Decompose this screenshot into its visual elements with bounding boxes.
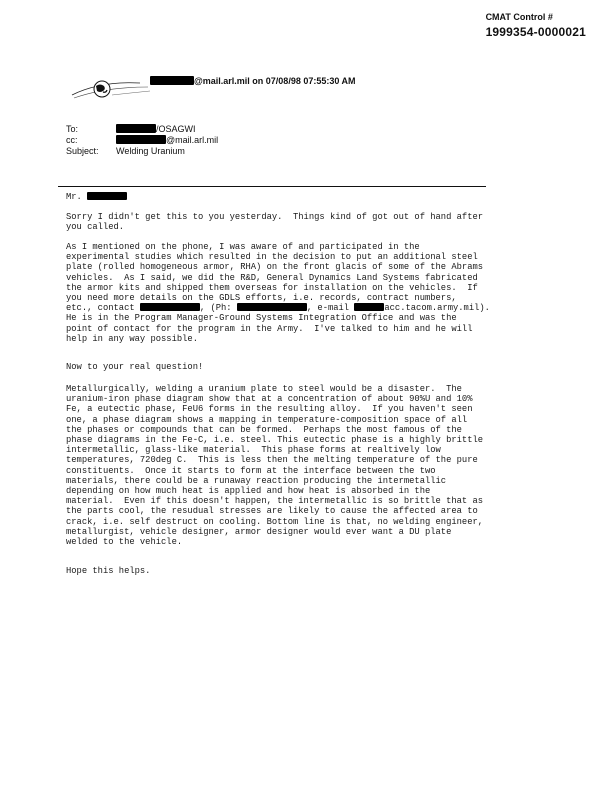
text-fragment: , e-mail	[306, 303, 355, 314]
redaction-bar	[150, 76, 194, 85]
redaction-bar	[87, 192, 127, 200]
text-line: temperatures, 720deg C. This is less then the melting temperature of the pure	[66, 455, 478, 466]
text-line: vehicles. As I said, we did the R&D, General Dynamics Land Systems fabricated	[66, 272, 478, 283]
text-line: materials, there could be a runaway reaction producing the intermetallic	[66, 475, 447, 486]
text-line: the parts cool, the resudual stresses are likely to cause the affected area to	[66, 506, 478, 517]
text-line: Hope this helps.	[66, 566, 151, 576]
text-line: Fe, a eutectic phase, FeU6 forms in the resulting alloy. If you haven't seen	[66, 404, 473, 415]
text-line: experimental studies which resulted in the decision to put an additional steel	[66, 252, 478, 263]
control-number-block	[486, 12, 586, 39]
text-line: welded to the vehicle.	[66, 537, 183, 548]
greeting-text: Mr.	[66, 192, 82, 202]
text-line: the phases or compounds that can be formed. Perhaps the most famous of the	[66, 424, 462, 435]
control-number: 1999354-0000021	[485, 25, 586, 39]
paragraph-1	[66, 212, 483, 232]
text-line: metallurgist, vehicle designer, armor designer would ever want a DU plate	[66, 526, 452, 537]
text-line: crack, i.e. self destruct on cooling. Bottom line is that, no welding engineer,	[66, 516, 484, 527]
text-line: As I mentioned on the phone, I was aware of and participated in the	[66, 242, 420, 252]
text-line: Sorry I didn't get this to you yesterday. Things kind of got out of hand after	[66, 212, 484, 222]
text-line: Now to your real question!	[66, 362, 204, 372]
text-line: you need more details on the GDLS efforts, i.e. records, contract numbers,	[66, 293, 457, 304]
text-line: uranium-iron phase diagram show that at a concentration of about 90%U and 10%	[66, 394, 473, 405]
redaction-bar	[237, 303, 307, 311]
text-line: material. Even if this doesn't happen, the intermetallic is so brittle that as	[66, 496, 484, 507]
subject-row	[66, 146, 185, 156]
text-line: constituents. Once it starts to form at the interface between the two	[66, 465, 436, 476]
control-label: CMAT Control #	[485, 12, 553, 22]
text-fragment: etc., contact	[66, 303, 140, 314]
text-line: point of contact for the program in the Army. I've talked to him and he will	[66, 323, 473, 334]
text-line-with-redactions	[66, 303, 490, 313]
sender-line	[150, 76, 356, 86]
text-line: one, a phase diagram shows a mapping in temperature-composition space of all	[66, 414, 468, 425]
text-line: intermetallic, glass-like material. This phase forms at realtively low	[66, 445, 441, 456]
paragraph-2	[66, 242, 490, 344]
text-line: He is in the Program Manager-Ground Systems Integration Office and was the	[66, 313, 457, 324]
cc-label: cc:	[66, 135, 78, 145]
text-line: the armor kits and shipped them overseas for installation on the vehicles. If	[66, 282, 478, 293]
cc-value: @mail.arl.mil	[166, 135, 219, 145]
cc-row	[66, 135, 218, 145]
text-line: help in any way possible.	[66, 333, 198, 344]
to-label: To:	[66, 124, 79, 134]
greeting	[66, 192, 127, 202]
text-fragment: acc.tacom.army.mil).	[384, 303, 490, 314]
redaction-bar	[354, 303, 384, 311]
text-line: depending on how much heat is applied and how heat is absorbed in the	[66, 486, 431, 497]
text-line: you called.	[66, 222, 125, 233]
subject-value: Welding Uranium	[116, 146, 185, 156]
to-value: /OSAGWI	[156, 124, 196, 134]
subject-label: Subject:	[66, 146, 99, 156]
globe-logo-icon	[70, 73, 160, 103]
text-line: phase diagrams in the Fe-C, i.e. steel. This eutectic phase is a highly brittle	[66, 435, 484, 446]
paragraph-5	[66, 566, 150, 576]
redaction-bar	[116, 124, 156, 133]
text-line: plate (rolled homogeneous armor, RHA) on the front glacis of some of the Abrams	[66, 262, 484, 273]
paragraph-4	[66, 384, 483, 547]
text-line: Metallurgically, welding a uranium plate to steel would be a disaster. The	[66, 384, 462, 394]
divider-line	[58, 186, 486, 187]
text-fragment: , (Ph:	[199, 303, 237, 314]
redaction-bar	[116, 135, 166, 144]
redaction-bar	[140, 303, 200, 311]
paragraph-3	[66, 362, 203, 372]
sender-address: @mail.arl.mil on 07/08/98 07:55:30 AM	[194, 76, 356, 86]
to-row	[66, 124, 196, 134]
